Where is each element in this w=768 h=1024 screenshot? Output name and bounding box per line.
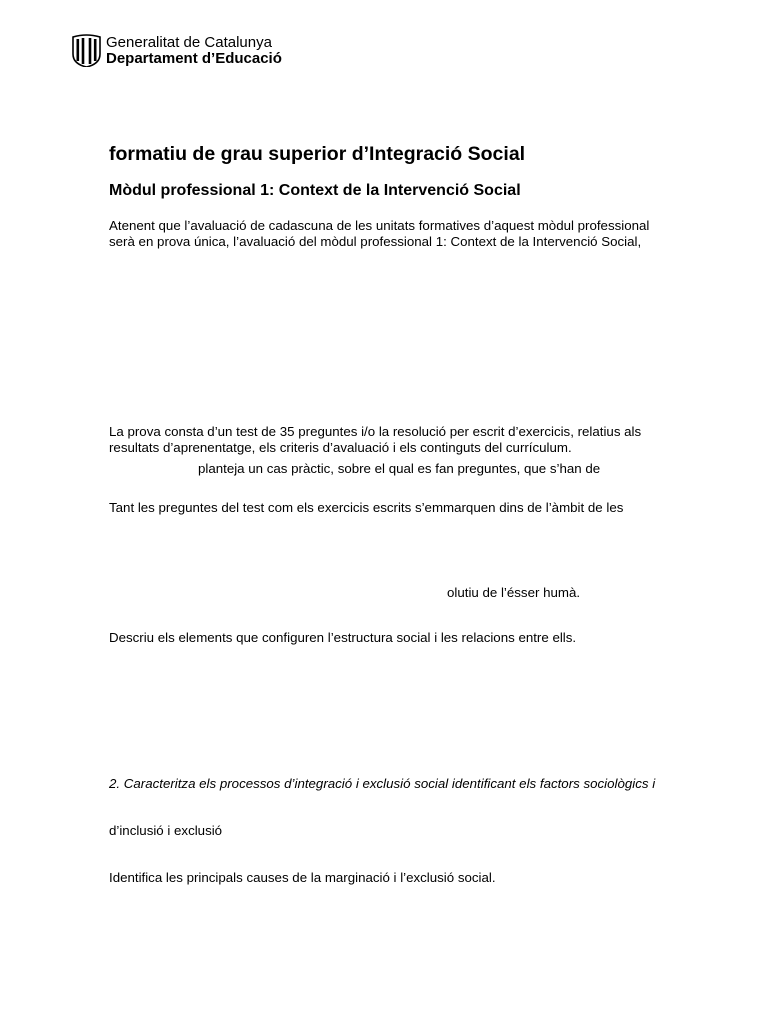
org-name: Generalitat de Catalunya xyxy=(106,34,272,51)
generalitat-logo-icon xyxy=(72,34,101,67)
describe-criterion: Descriu els elements que configuren l’estructura social i les relacions entre ells. xyxy=(109,630,577,645)
evolution-fragment: olutiu de l’ésser humà. xyxy=(447,585,581,600)
scope-line: Tant les preguntes del test com els exercicis escrits s’emmarquen dins de l’àmbit de les xyxy=(109,500,624,515)
test-description-line-1: La prova consta d’un test de 35 preguntes i/o la resolució per escrit d’exercicis, relatius als xyxy=(109,424,642,439)
module-heading: Mòdul professional 1: Context de la Intervenció Social xyxy=(109,182,521,199)
intro-line-1: Atenent que l’avaluació de cadascuna de les unitats formatives d’aquest mòdul professional xyxy=(109,218,650,233)
case-practice-line: planteja un cas pràctic, sobre el qual es fan preguntes, que s’han de xyxy=(198,461,601,476)
identify-criterion: Identifica les principals causes de la marginació i l’exclusió social. xyxy=(109,870,496,885)
learning-outcome-2: 2. Caracteritza els processos d’integració i exclusió social identificant els factors sociològics i xyxy=(109,776,656,791)
header-logo xyxy=(72,34,312,68)
department-name: Departament d’Educació xyxy=(106,50,282,67)
inclusion-exclusion-line: d’inclusió i exclusió xyxy=(109,823,223,838)
intro-line-2: serà en prova única, l’avaluació del mòdul professional 1: Context de la Intervenció Social, xyxy=(109,234,642,249)
document-title: formatiu de grau superior d’Integració Social xyxy=(109,143,526,165)
test-description-line-2: resultats d’aprenentatge, els criteris d’avaluació i els continguts del currículum. xyxy=(109,440,572,455)
